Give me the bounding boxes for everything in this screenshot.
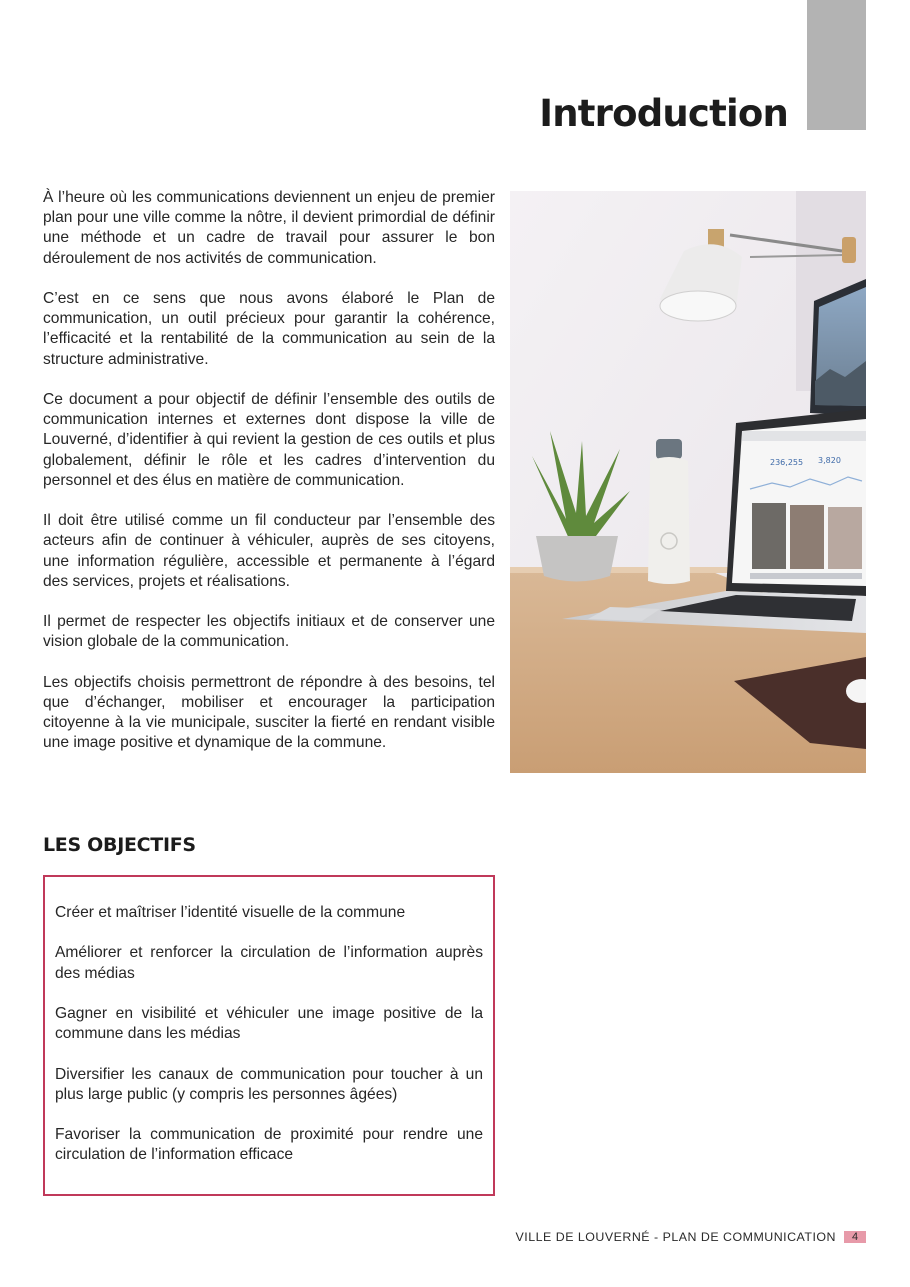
laptop-toolbar: [742, 431, 866, 441]
screen-thumb-2: [790, 505, 824, 569]
objective-item: Gagner en visibilité et véhiculer une image positive de la commune dans les médias: [55, 1004, 483, 1043]
objectives-heading: LES OBJECTIFS: [43, 834, 196, 856]
page-footer: [516, 1230, 866, 1244]
bottle: [648, 457, 690, 584]
screen-dock: [750, 573, 862, 579]
intro-paragraph: Les objectifs choisis permettront de répondre à des besoins, tel que d’échanger, mobiliser et encourager la participation citoyenne à la vie municipale, susciter la fierté en rendant visible une image positive et dynamique de la commune.: [43, 673, 495, 752]
intro-paragraph: Il doit être utilisé comme un fil conducteur par l’ensemble des acteurs afin de continuer à véhiculer, auprès de ses citoyens, une information régulière, accessible et permanente à l’égard des services, projets et réalisations.: [43, 512, 495, 590]
intro-paragraph: Il permet de respecter les objectifs initiaux et de conserver une vision globale de la communication.: [43, 613, 495, 651]
intro-text: [43, 188, 495, 774]
intro-paragraph: C’est en ce sens que nous avons élaboré le Plan de communication, un outil précieux pour garantir la cohérence, l’efficacité et la rentabilité de la communication au sein de la structure administrative.: [43, 290, 495, 368]
objective-item: Créer et maîtriser l’identité visuelle de la commune: [55, 904, 406, 921]
lamp-mount: [842, 237, 856, 263]
objectives-box: [43, 875, 495, 1196]
footer-text: VILLE DE LOUVERNÉ - PLAN DE COMMUNICATION: [515, 1230, 836, 1244]
intro-paragraph: Ce document a pour objectif de définir l’ensemble des outils de communication internes et externes dont dispose la ville de Louverné, d’identifier à qui revient la gestion de ces outils et plus globalement, définir le rôle et les cadres d’intervention du personnel et des élus en matière de communication.: [43, 391, 495, 489]
corner-tab-decoration: [807, 0, 866, 130]
page-title: Introduction: [539, 92, 788, 135]
objective-item: Améliorer et renforcer la circulation de l’information auprès des médias: [55, 944, 483, 982]
screen-thumb-3: [828, 507, 862, 569]
screen-thumb-1: [752, 503, 786, 569]
objective-item: Favoriser la communication de proximité pour rendre une circulation de l’information efficace: [55, 1126, 483, 1164]
screen-stat-2: 3,820: [818, 456, 841, 465]
bottle-cap: [656, 439, 682, 459]
objective-item: Diversifier les canaux de communication pour toucher à un plus large public (y compris les personnes âgées): [55, 1065, 483, 1103]
intro-paragraph: À l’heure où les communications deviennent un enjeu de premier plan pour une ville comme la nôtre, il devient primordial de définir une méthode et un cadre de travail pour assurer le bon déroulement de nos activités de communication.: [43, 189, 495, 267]
page-number-badge: 4: [844, 1231, 866, 1243]
workspace-photo: [510, 191, 866, 773]
plant-pot: [536, 536, 618, 582]
lamp-shade-rim: [660, 291, 736, 321]
screen-stat-1: 236,255: [770, 458, 804, 467]
